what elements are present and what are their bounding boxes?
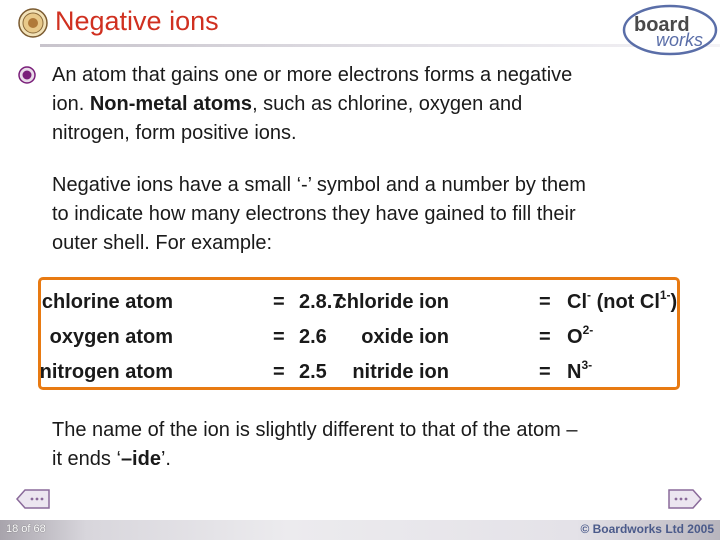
equals-sign: = — [539, 291, 551, 313]
text-span: ’. — [160, 448, 171, 470]
logo-text-board: board — [634, 14, 690, 36]
examples-box — [38, 277, 680, 390]
text-line: to indicate how many electrons they have gained to fill their — [52, 203, 576, 225]
atom-name: chlorine atom — [41, 291, 173, 313]
ion-symbol — [567, 320, 593, 355]
ion-symbol — [567, 285, 677, 320]
note-charge: 1- — [659, 288, 671, 302]
page-title: Negative ions — [55, 6, 219, 36]
copyright-notice: © Boardworks Ltd 2005 — [580, 522, 714, 536]
atom-name: oxygen atom — [49, 326, 173, 348]
text-span: , such as chlorine, oxygen and — [252, 93, 523, 115]
text-span: it ends ‘ — [52, 448, 121, 470]
charge: 2- — [582, 323, 594, 337]
electron-configuration: 2.8.7 — [299, 291, 344, 313]
page-number: 18 of 68 — [6, 523, 46, 535]
note-text: ) — [670, 291, 678, 313]
text-span: ion. — [52, 93, 90, 115]
text-line: outer shell. For example: — [52, 232, 273, 254]
note-text: (not Cl — [596, 291, 660, 313]
electron-configuration: 2.6 — [299, 326, 327, 348]
equals-sign: = — [273, 326, 285, 348]
ion-symbol — [567, 355, 592, 390]
bold-term: Non-metal atoms — [89, 93, 253, 115]
element-symbol: Cl — [567, 291, 587, 313]
logo-text-works: works — [656, 30, 704, 50]
text-line: An atom that gains one or more electrons forms a negative — [52, 64, 573, 86]
example-row — [41, 320, 677, 355]
electron-configuration: 2.5 — [299, 361, 327, 383]
explanation-paragraph — [52, 171, 586, 258]
header-divider — [40, 44, 720, 47]
bullet-icon — [18, 66, 36, 84]
boardworks-logo — [622, 4, 718, 56]
equals-sign: = — [273, 291, 285, 313]
equals-sign: = — [273, 361, 285, 383]
text-line — [52, 445, 578, 474]
example-row — [41, 355, 677, 390]
equals-sign: = — [539, 326, 551, 348]
naming-paragraph — [52, 416, 578, 474]
text-line: nitrogen, form positive ions. — [52, 122, 297, 144]
charge: 3- — [581, 358, 593, 372]
atom-name: nitrogen atom — [39, 361, 173, 383]
example-row — [41, 285, 677, 320]
next-arrow-icon[interactable] — [668, 488, 702, 510]
text-line: The name of the ion is slightly different to that of the atom – — [52, 419, 578, 441]
equals-sign: = — [539, 361, 551, 383]
ion-name: oxide ion — [361, 326, 449, 348]
previous-arrow-icon[interactable] — [16, 488, 50, 510]
text-line — [52, 90, 572, 119]
element-symbol: N — [567, 361, 582, 383]
charge: - — [587, 288, 591, 302]
seal-logo-icon — [18, 8, 48, 38]
text-line: Negative ions have a small ‘-’ symbol and a number by them — [52, 174, 586, 196]
ion-name: nitride ion — [352, 361, 449, 383]
intro-paragraph — [52, 61, 572, 148]
element-symbol: O — [567, 326, 583, 348]
bold-term: –ide — [120, 448, 161, 470]
ion-name: chloride ion — [335, 291, 449, 313]
